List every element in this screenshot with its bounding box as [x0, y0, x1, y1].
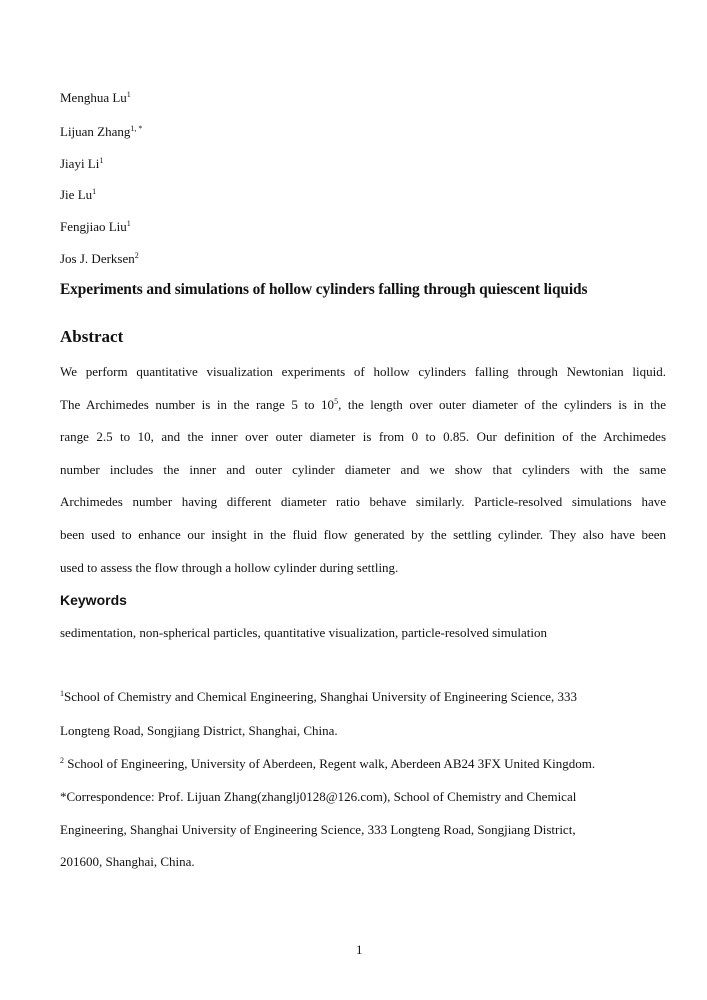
page-number: 1 [356, 942, 363, 957]
abstract-line: number includes the inner and outer cylinder diameter and we show that cylinders with the same [60, 461, 666, 477]
abstract-heading: Abstract [60, 327, 124, 346]
author-6: Jos J. Derksen$^2$ [60, 251, 139, 266]
author-1: Menghua Lu$^1$ [60, 90, 131, 105]
author-5: Fengjiao Liu$^1$ [60, 219, 131, 234]
correspondence-cont: Engineering, Shanghai University of Engineering Science, 333 Longteng Road, Songjiang District, [60, 822, 576, 837]
abstract-line: range 2.5 to 10, and the inner over outer diameter is from 0 to 0.85. Our definition of the Archimedes [60, 429, 666, 445]
author-4: Jie Lu$^1$ [60, 187, 97, 202]
abstract-line: We perform quantitative visualization experiments of hollow cylinders falling through Newtonian liquid. [60, 364, 666, 379]
author-2: Lijuan Zhang$^{1, *}$ [60, 124, 143, 139]
author-3: Jiayi Li$^1$ [60, 156, 104, 171]
correspondence: *Correspondence: Prof. Lijuan Zhang(zhanglj0128@126.com), School of Chemistry and Chemical [60, 789, 577, 804]
paper-title: Experiments and simulations of hollow cylinders falling through quiescent liquids [60, 281, 588, 298]
affiliation-1: $^1$School of Chemistry and Chemical Engineering, Shanghai University of Engineering Science, 333 [60, 689, 578, 704]
keywords-heading: Keywords [60, 592, 127, 608]
keywords-text: sedimentation, non-spherical particles, quantitative visualization, particle-resolved simulation [60, 625, 547, 640]
affiliation-2: $^2$ School of Engineering, University of Aberdeen, Regent walk, Aberdeen AB24 3FX United Kingdom. [60, 756, 596, 771]
correspondence-cont-2: 201600, Shanghai, China. [60, 854, 195, 869]
abstract-line: been used to enhance our insight in the fluid flow generated by the settling cylinder. They also have been [60, 526, 666, 542]
abstract-body [60, 356, 666, 584]
affiliation-1-cont: Longteng Road, Songjiang District, Shanghai, China. [60, 723, 338, 738]
abstract-line: Archimedes number having different diameter ratio behave similarly. Particle-resolved simulations have [60, 494, 666, 510]
abstract-line: The Archimedes number is in the range 5 to $10^5$, the length over outer diameter of the cylinders is in the [60, 396, 666, 412]
abstract-line: used to assess the flow through a hollow cylinder during settling. [60, 559, 399, 575]
